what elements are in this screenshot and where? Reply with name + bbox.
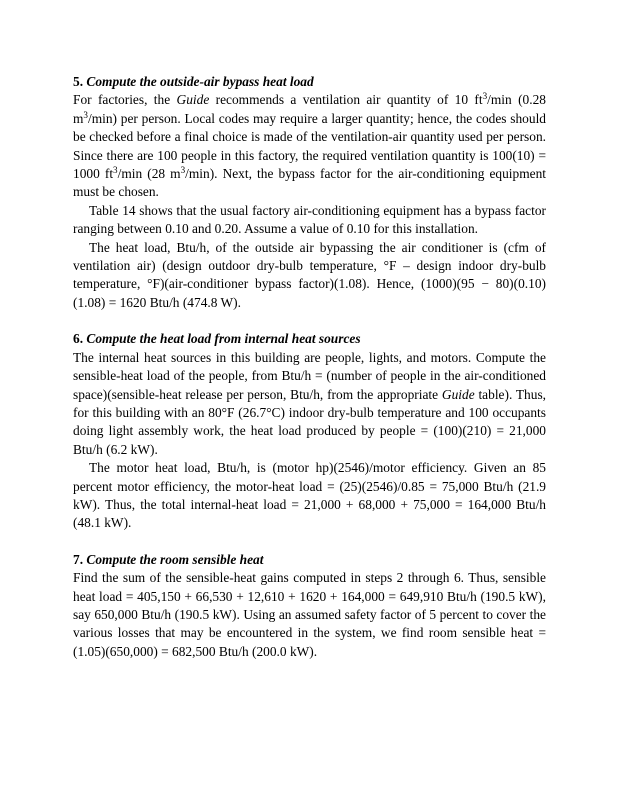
paragraph: Find the sum of the sensible-heat gains computed in steps 2 through 6. Thus, sensible heat load = 405,150 + 66,530 + 12,610 + 1620 + 164,000 = 649,910 Btu/h (190.5 kW), say 650,000 Btu/h (190.5 kW). Using an assumed safety factor of 5 percent to cover the various losses that may be encountered in the system, we find room sensible heat = (1.05)(650,000) = 682,500 Btu/h (200.0 kW). [73, 570, 546, 659]
document-page [73, 73, 546, 679]
paragraph: For factories, the Guide recommends a ventilation air quantity of 10 $ft^3/\min$ (0.28 $m^3/\min$) per person. Local codes may require a larger quantity; hence, the codes should be checked before a final choice is made of the ventilation-air quantity used per person. Since there are 100 people in this factory, the required ventilation quantity is 100(10) = 1000 $ft^3/\min$ (28 $m^3/\min$). Next, the bypass factor for the air-conditioning equipment must be chosen. [73, 91, 546, 200]
section-title: Compute the room sensible heat [86, 551, 264, 567]
section-number: 5. [73, 74, 84, 89]
section-heading [73, 73, 546, 91]
section-title: Compute the heat load from internal heat sources [86, 331, 361, 347]
section-number: 7. [73, 551, 84, 567]
paragraph: Table 14 shows that the usual factory air-conditioning equipment has a bypass factor ranging between 0.10 and 0.20. Assume a value of 0.10 for this installation. [73, 202, 546, 237]
paragraph: The heat load, Btu/h, of the outside air bypassing the air conditioner is (cfm of ventilation air) (design outdoor dry-bulb temperature, °F – design indoor dry-bulb temperature, °F)(air-conditioner bypass factor)(1.08). Hence, (1000)(95 − 80)(0.10)(1.08) = 1620 Btu/h (474.8 W). [73, 239, 546, 310]
section-heading [73, 551, 546, 569]
section-heading [73, 330, 546, 348]
paragraph: The internal heat sources in this building are people, lights, and motors. Compute the sensible-heat load of the people, from Btu/h = (number of people in the air-conditioned space)(sensible-heat release per person, Btu/h, from the appropriate Guide table). Thus, for this building with an 80°F (26.7°C) indoor dry-bulb temperature and 100 occupants doing light assembly work, the heat load produced by people = (100)(210) = 21,000 Btu/h (6.2 kW). [73, 349, 546, 457]
paragraph: The motor heat load, Btu/h, is (motor hp)(2546)/motor efficiency. Given an 85 percent motor efficiency, the motor-heat load = (25)(2546)/0.85 = 75,000 Btu/h (21.9 kW). Thus, the total internal-heat load = 21,000 + 68,000 + 75,000 = 164,000 Btu/h (48.1 kW). [73, 460, 546, 531]
section-6 [73, 330, 546, 532]
section-title: Compute the outside-air bypass heat load [86, 74, 314, 89]
guide-reference: Guide [441, 386, 475, 402]
section-5 [73, 73, 546, 312]
section-7 [73, 551, 546, 661]
section-number: 6. [73, 331, 84, 347]
guide-reference: Guide [176, 92, 210, 108]
